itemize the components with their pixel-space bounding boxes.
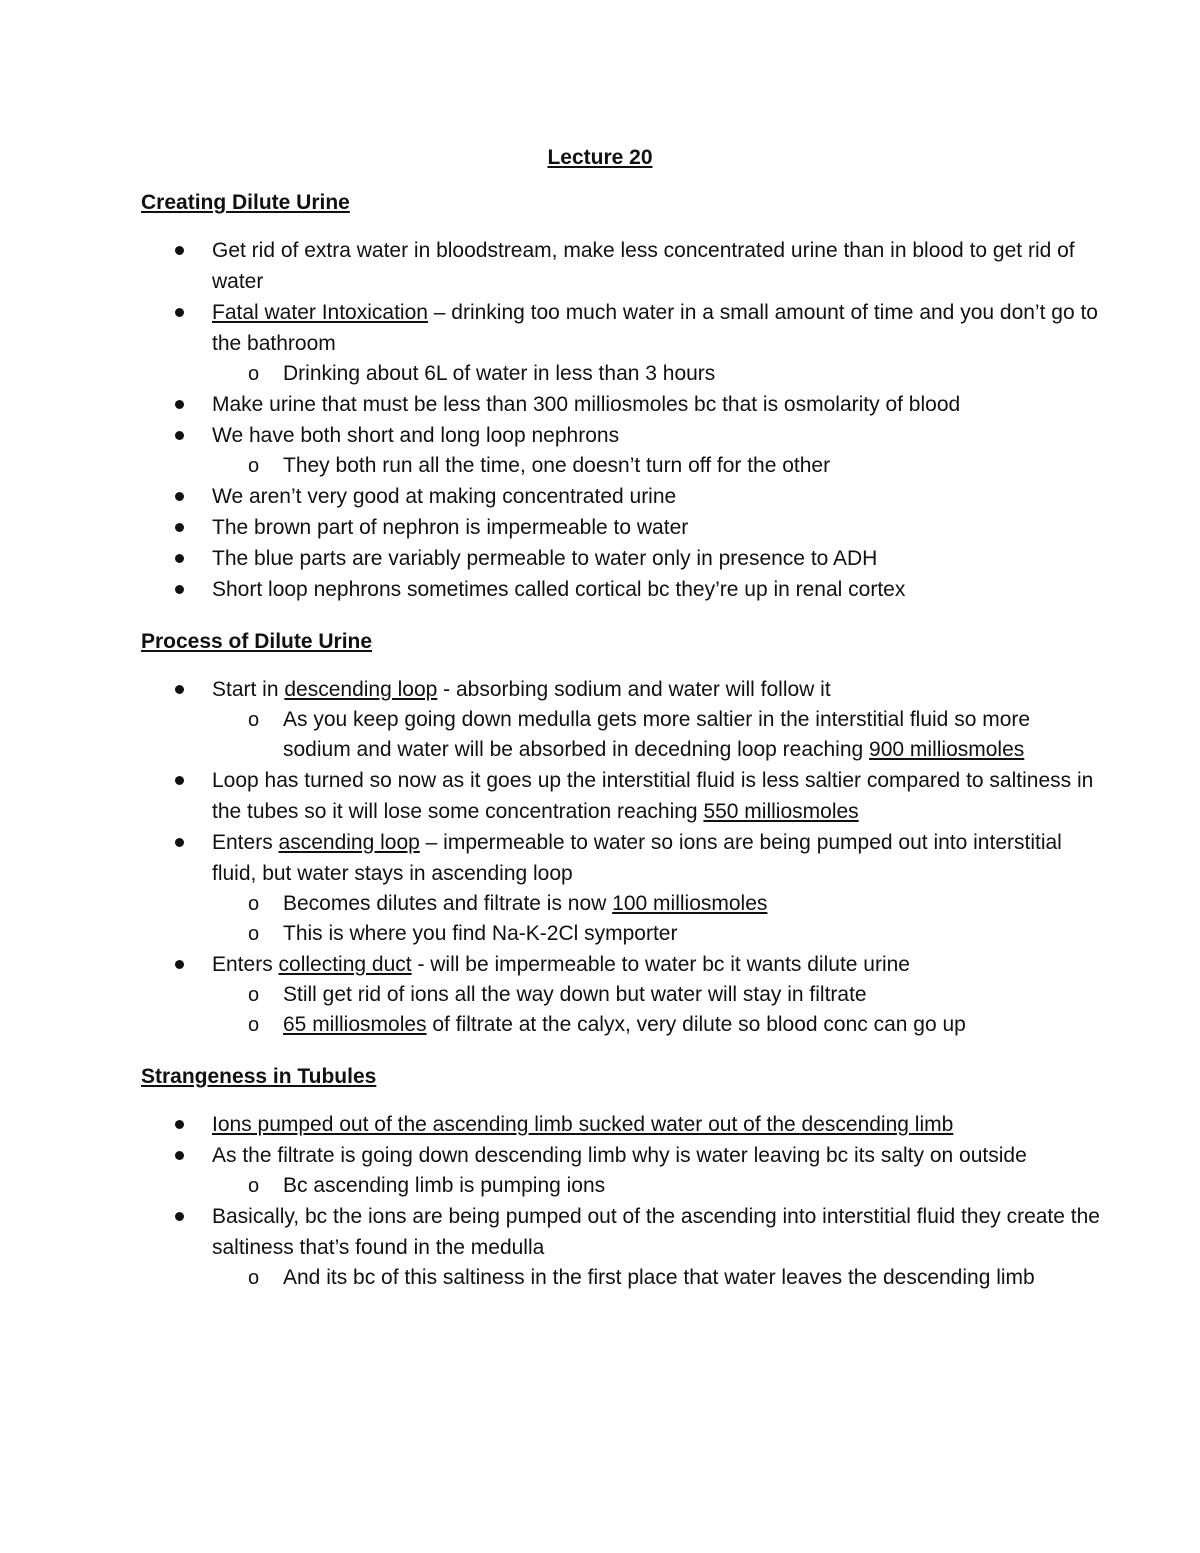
item-text: Basically, bc the ions are being pumped out of the ascending into interstitial fluid they create the saltiness that’s found in the medulla xyxy=(212,1205,1100,1259)
sub-item-text: They both run all the time, one doesn’t turn off for the other xyxy=(283,454,831,477)
item-text: Short loop nephrons sometimes called cortical bc they’re up in renal cortex xyxy=(212,578,906,601)
sub-item-text: Bc ascending limb is pumping ions xyxy=(283,1174,606,1197)
section-strangeness-in-tubules xyxy=(141,1062,1101,1293)
list-item xyxy=(141,1109,1101,1140)
sub-item-underlined-text: 100 milliosmoles xyxy=(612,892,768,915)
item-text: As the filtrate is going down descending limb why is water leaving bc its salty on outside xyxy=(212,1144,1027,1167)
list-item xyxy=(141,674,1101,705)
item-text: We aren’t very good at making concentrated urine xyxy=(212,485,677,508)
sub-list-item xyxy=(141,1010,1101,1040)
item-text: The blue parts are variably permeable to water only in presence to ADH xyxy=(212,547,878,570)
item-text: We have both short and long loop nephrons xyxy=(212,424,620,447)
sub-list-item xyxy=(141,980,1101,1010)
item-text: Enters xyxy=(212,953,279,976)
sub-item-underlined-text: 900 milliosmoles xyxy=(869,738,1025,761)
sub-item-text: As you keep going down medulla gets more saltier in the interstitial fluid so more sodium and water will be absorbed in decedning loop reaching xyxy=(283,708,1031,761)
sub-list-item xyxy=(141,1171,1101,1201)
item-text: Enters xyxy=(212,831,279,854)
list-item xyxy=(141,543,1101,574)
list-item xyxy=(141,235,1101,297)
list-item xyxy=(141,765,1101,827)
section-creating-dilute-urine xyxy=(141,188,1101,605)
sub-item-text: This is where you find Na-K-2Cl symporter xyxy=(283,922,678,945)
item-underlined-text: descending loop xyxy=(284,678,438,701)
sub-item-underlined-text: 65 milliosmoles xyxy=(283,1013,427,1036)
item-underlined-text: collecting duct xyxy=(278,953,412,976)
list-item xyxy=(141,420,1101,451)
bullet-list xyxy=(141,1109,1101,1293)
sub-list-item xyxy=(141,705,1101,765)
sub-item-text: And its bc of this saltiness in the first place that water leaves the descending limb xyxy=(283,1266,1035,1289)
section-process-of-dilute-urine xyxy=(141,627,1101,1040)
list-item xyxy=(141,949,1101,980)
list-item xyxy=(141,512,1101,543)
sub-list-item xyxy=(141,451,1101,481)
section-heading: Process of Dilute Urine xyxy=(141,630,373,653)
list-item xyxy=(141,389,1101,420)
list-item xyxy=(141,1140,1101,1171)
page-title: Lecture 20 xyxy=(547,146,653,169)
section-heading: Creating Dilute Urine xyxy=(141,191,350,214)
sub-item-text: Drinking about 6L of water in less than 3 hours xyxy=(283,362,716,385)
sub-item-text: of filtrate at the calyx, very dilute so blood conc can go up xyxy=(426,1013,966,1036)
bullet-list xyxy=(141,235,1101,605)
item-text: - will be impermeable to water bc it wants dilute urine xyxy=(411,953,910,976)
sub-list-item xyxy=(141,359,1101,389)
sub-item-text: Becomes dilutes and filtrate is now xyxy=(283,892,613,915)
item-text: Make urine that must be less than 300 milliosmoles bc that is osmolarity of blood xyxy=(212,393,961,416)
sub-list-item xyxy=(141,919,1101,949)
list-item xyxy=(141,827,1101,889)
item-text: – drinking too much water in a small amount of time and you don’t go to the bathroom xyxy=(212,301,1098,355)
sub-list-item xyxy=(141,1263,1101,1293)
bullet-list xyxy=(141,674,1101,1040)
item-text: – impermeable to water so ions are being pumped out into interstitial fluid, but water stays in ascending loop xyxy=(212,831,1062,885)
item-underlined-text: Ions pumped out of the ascending limb sucked water out of the descending limb xyxy=(212,1113,954,1136)
item-text: Get rid of extra water in bloodstream, make less concentrated urine than in blood to get rid of water xyxy=(212,239,1075,293)
list-item xyxy=(141,481,1101,512)
section-heading: Strangeness in Tubules xyxy=(141,1065,377,1088)
item-underlined-text: ascending loop xyxy=(278,831,420,854)
item-underlined-text: 550 milliosmoles xyxy=(703,800,859,823)
item-text: Loop has turned so now as it goes up the interstitial fluid is less saltier compared to saltiness in the tubes so it will lose some concentration reaching xyxy=(212,769,1094,823)
list-item xyxy=(141,297,1101,359)
item-text: - absorbing sodium and water will follow it xyxy=(437,678,831,701)
item-underlined-text: Fatal water Intoxication xyxy=(212,301,428,324)
sub-list-item xyxy=(141,889,1101,919)
item-text: The brown part of nephron is impermeable to water xyxy=(212,516,689,539)
item-text: Start in xyxy=(212,678,285,701)
sub-item-text: Still get rid of ions all the way down but water will stay in filtrate xyxy=(283,983,867,1006)
list-item xyxy=(141,1201,1101,1263)
list-item xyxy=(141,574,1101,605)
